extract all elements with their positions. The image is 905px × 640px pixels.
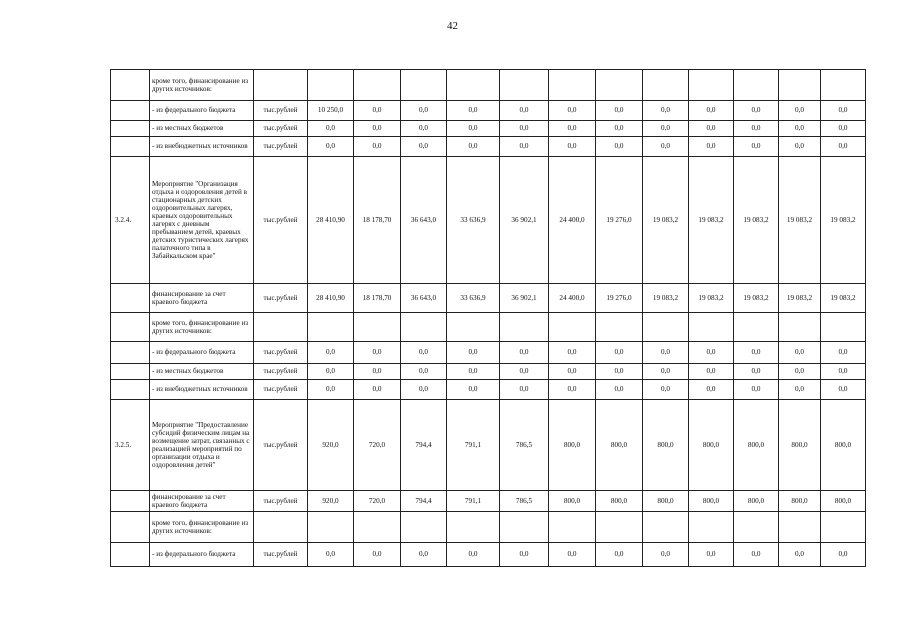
value-cell <box>779 70 821 101</box>
value-cell: 36 902,1 <box>500 284 549 313</box>
value-cell: 0,0 <box>779 364 821 380</box>
value-cell: 0,0 <box>821 380 866 400</box>
value-cell: 0,0 <box>734 342 779 364</box>
value-cell: 0,0 <box>549 342 596 364</box>
item-number-cell <box>111 342 150 364</box>
value-cell: 0,0 <box>734 101 779 121</box>
item-number-cell <box>111 121 150 137</box>
value-cell: 36 643,0 <box>401 157 447 284</box>
value-cell: 0,0 <box>549 137 596 157</box>
table-row <box>111 157 866 284</box>
table-row <box>111 284 866 313</box>
value-cell <box>308 512 354 543</box>
value-cell: 0,0 <box>401 364 447 380</box>
value-cell <box>643 512 689 543</box>
value-cell: 0,0 <box>821 342 866 364</box>
value-cell: 0,0 <box>308 364 354 380</box>
table-row <box>111 380 866 400</box>
value-cell <box>500 313 549 342</box>
value-cell: 0,0 <box>689 364 734 380</box>
value-cell: 0,0 <box>779 543 821 567</box>
value-cell: 0,0 <box>689 342 734 364</box>
value-cell: 0,0 <box>596 101 643 121</box>
value-cell: 786,5 <box>500 491 549 512</box>
item-name-cell: - из внебюджетных источников <box>150 380 254 400</box>
value-cell: 0,0 <box>354 543 401 567</box>
value-cell: 0,0 <box>596 543 643 567</box>
value-cell: 800,0 <box>643 400 689 491</box>
value-cell: 0,0 <box>500 380 549 400</box>
value-cell: 19 083,2 <box>779 284 821 313</box>
value-cell: 720,0 <box>354 491 401 512</box>
value-cell <box>354 512 401 543</box>
value-cell: 800,0 <box>779 491 821 512</box>
value-cell: 24 400,0 <box>549 284 596 313</box>
value-cell: 800,0 <box>596 400 643 491</box>
item-number-cell: 3.2.4. <box>111 157 150 284</box>
value-cell <box>779 313 821 342</box>
value-cell: 0,0 <box>734 543 779 567</box>
value-cell: 36 902,1 <box>500 157 549 284</box>
unit-cell <box>254 70 308 101</box>
page-number: 42 <box>447 20 458 32</box>
value-cell: 0,0 <box>500 342 549 364</box>
value-cell: 0,0 <box>500 101 549 121</box>
value-cell <box>821 70 866 101</box>
value-cell: 28 410,90 <box>308 157 354 284</box>
value-cell: 0,0 <box>447 342 500 364</box>
unit-cell: тыс.рублей <box>254 400 308 491</box>
value-cell: 0,0 <box>779 342 821 364</box>
unit-cell: тыс.рублей <box>254 101 308 121</box>
item-number-cell <box>111 364 150 380</box>
value-cell <box>447 70 500 101</box>
value-cell: 19 083,2 <box>734 284 779 313</box>
value-cell <box>734 512 779 543</box>
unit-cell: тыс.рублей <box>254 364 308 380</box>
value-cell: 0,0 <box>734 364 779 380</box>
item-name-cell: - из федерального бюджета <box>150 342 254 364</box>
unit-cell: тыс.рублей <box>254 491 308 512</box>
table-row <box>111 400 866 491</box>
value-cell <box>734 70 779 101</box>
value-cell: 0,0 <box>447 364 500 380</box>
value-cell <box>689 313 734 342</box>
unit-cell: тыс.рублей <box>254 284 308 313</box>
value-cell: 0,0 <box>447 380 500 400</box>
value-cell <box>354 313 401 342</box>
table-row <box>111 313 866 342</box>
table-row <box>111 512 866 543</box>
value-cell <box>549 512 596 543</box>
unit-cell <box>254 313 308 342</box>
value-cell: 0,0 <box>549 121 596 137</box>
unit-cell: тыс.рублей <box>254 157 308 284</box>
table-row <box>111 543 866 567</box>
table-row <box>111 364 866 380</box>
value-cell: 0,0 <box>308 342 354 364</box>
value-cell: 0,0 <box>596 380 643 400</box>
value-cell: 0,0 <box>596 342 643 364</box>
value-cell: 794,4 <box>401 491 447 512</box>
value-cell <box>447 313 500 342</box>
value-cell: 0,0 <box>643 137 689 157</box>
item-name-cell: финансирование за счет краевого бюджета <box>150 284 254 313</box>
value-cell: 0,0 <box>689 380 734 400</box>
value-cell: 791,1 <box>447 400 500 491</box>
value-cell: 19 083,2 <box>643 157 689 284</box>
value-cell: 0,0 <box>821 121 866 137</box>
value-cell: 0,0 <box>596 121 643 137</box>
value-cell: 19 083,2 <box>821 284 866 313</box>
value-cell: 786,5 <box>500 400 549 491</box>
value-cell: 0,0 <box>596 137 643 157</box>
unit-cell: тыс.рублей <box>254 380 308 400</box>
value-cell: 800,0 <box>689 491 734 512</box>
value-cell: 0,0 <box>401 543 447 567</box>
item-number-cell <box>111 101 150 121</box>
table-row <box>111 121 866 137</box>
item-number-cell <box>111 313 150 342</box>
value-cell: 800,0 <box>549 400 596 491</box>
item-number-cell <box>111 512 150 543</box>
value-cell <box>401 512 447 543</box>
table-row <box>111 137 866 157</box>
item-number-cell <box>111 543 150 567</box>
value-cell: 0,0 <box>689 137 734 157</box>
value-cell <box>821 512 866 543</box>
item-number-cell <box>111 70 150 101</box>
value-cell: 0,0 <box>643 364 689 380</box>
value-cell: 0,0 <box>689 543 734 567</box>
value-cell: 0,0 <box>779 137 821 157</box>
item-number-cell <box>111 380 150 400</box>
value-cell: 19 083,2 <box>643 284 689 313</box>
value-cell <box>596 512 643 543</box>
value-cell <box>643 313 689 342</box>
item-name-cell: кроме того, финансирование из других источников: <box>150 313 254 342</box>
value-cell <box>401 313 447 342</box>
value-cell: 19 083,2 <box>821 157 866 284</box>
value-cell: 10 250,0 <box>308 101 354 121</box>
value-cell: 0,0 <box>308 543 354 567</box>
item-name-cell: Мероприятие "Организация отдыха и оздоровления детей в стационарных детских оздоровительных лагерях, краевых оздоровительных лагерях с дневным пребыванием детей, краевых детских туристических лагерях палаточного типа в Забайкальском крае" <box>150 157 254 284</box>
value-cell: 800,0 <box>549 491 596 512</box>
table-row <box>111 101 866 121</box>
unit-cell: тыс.рублей <box>254 121 308 137</box>
item-name-cell: кроме того, финансирование из других источников: <box>150 512 254 543</box>
value-cell: 920,0 <box>308 491 354 512</box>
item-number-cell <box>111 491 150 512</box>
value-cell: 0,0 <box>689 101 734 121</box>
value-cell: 18 178,70 <box>354 284 401 313</box>
value-cell: 19 276,0 <box>596 284 643 313</box>
value-cell <box>779 512 821 543</box>
value-cell: 19 083,2 <box>689 157 734 284</box>
value-cell <box>549 70 596 101</box>
value-cell: 19 083,2 <box>734 157 779 284</box>
item-name-cell: кроме того, финансирование из других источников: <box>150 70 254 101</box>
value-cell: 36 643,0 <box>401 284 447 313</box>
unit-cell: тыс.рублей <box>254 543 308 567</box>
value-cell <box>354 70 401 101</box>
value-cell: 0,0 <box>821 101 866 121</box>
value-cell: 0,0 <box>643 101 689 121</box>
value-cell: 720,0 <box>354 400 401 491</box>
item-name-cell: Мероприятие "Предоставление субсидий физическим лицам на возмещение затрат, связанных с реализацией мероприятий по организации отдыха и оздоровления детей" <box>150 400 254 491</box>
value-cell: 0,0 <box>734 137 779 157</box>
value-cell: 18 178,70 <box>354 157 401 284</box>
value-cell: 33 636,9 <box>447 284 500 313</box>
value-cell: 0,0 <box>821 543 866 567</box>
value-cell: 19 276,0 <box>596 157 643 284</box>
value-cell: 0,0 <box>447 121 500 137</box>
value-cell: 0,0 <box>354 137 401 157</box>
value-cell: 0,0 <box>401 101 447 121</box>
value-cell <box>596 70 643 101</box>
item-name-cell: - из федерального бюджета <box>150 101 254 121</box>
value-cell: 0,0 <box>447 101 500 121</box>
value-cell: 791,1 <box>447 491 500 512</box>
value-cell: 0,0 <box>447 543 500 567</box>
value-cell: 0,0 <box>500 364 549 380</box>
value-cell: 0,0 <box>401 380 447 400</box>
item-name-cell: - из местных бюджетов <box>150 121 254 137</box>
value-cell: 800,0 <box>821 400 866 491</box>
value-cell: 0,0 <box>643 380 689 400</box>
unit-cell <box>254 512 308 543</box>
value-cell <box>821 313 866 342</box>
value-cell: 0,0 <box>549 364 596 380</box>
value-cell: 794,4 <box>401 400 447 491</box>
value-cell: 800,0 <box>734 400 779 491</box>
value-cell: 800,0 <box>689 400 734 491</box>
unit-cell: тыс.рублей <box>254 342 308 364</box>
unit-cell: тыс.рублей <box>254 137 308 157</box>
value-cell: 0,0 <box>401 137 447 157</box>
value-cell: 0,0 <box>354 380 401 400</box>
value-cell: 800,0 <box>596 491 643 512</box>
value-cell: 0,0 <box>643 121 689 137</box>
item-number-cell <box>111 284 150 313</box>
value-cell: 0,0 <box>549 380 596 400</box>
value-cell <box>734 313 779 342</box>
value-cell: 0,0 <box>779 101 821 121</box>
value-cell: 0,0 <box>354 342 401 364</box>
value-cell: 0,0 <box>821 137 866 157</box>
value-cell <box>500 512 549 543</box>
value-cell <box>549 313 596 342</box>
value-cell: 800,0 <box>734 491 779 512</box>
value-cell: 0,0 <box>689 121 734 137</box>
value-cell: 28 410,90 <box>308 284 354 313</box>
item-name-cell: - из местных бюджетов <box>150 364 254 380</box>
value-cell: 800,0 <box>821 491 866 512</box>
value-cell: 33 636,9 <box>447 157 500 284</box>
value-cell <box>308 313 354 342</box>
budget-table <box>110 69 866 567</box>
value-cell: 0,0 <box>643 543 689 567</box>
value-cell <box>643 70 689 101</box>
value-cell: 0,0 <box>354 101 401 121</box>
value-cell: 0,0 <box>500 543 549 567</box>
value-cell: 19 083,2 <box>779 157 821 284</box>
item-name-cell: - из федерального бюджета <box>150 543 254 567</box>
value-cell: 0,0 <box>500 121 549 137</box>
value-cell: 0,0 <box>308 121 354 137</box>
item-name-cell: - из внебюджетных источников <box>150 137 254 157</box>
value-cell: 0,0 <box>549 101 596 121</box>
value-cell: 0,0 <box>821 364 866 380</box>
value-cell: 0,0 <box>734 121 779 137</box>
value-cell: 0,0 <box>779 121 821 137</box>
value-cell: 0,0 <box>447 137 500 157</box>
value-cell: 0,0 <box>354 121 401 137</box>
value-cell: 0,0 <box>549 543 596 567</box>
table-row <box>111 70 866 101</box>
table-row <box>111 342 866 364</box>
value-cell: 0,0 <box>734 380 779 400</box>
value-cell <box>689 70 734 101</box>
value-cell <box>308 70 354 101</box>
item-number-cell <box>111 137 150 157</box>
item-name-cell: финансирование за счет краевого бюджета <box>150 491 254 512</box>
table-row <box>111 491 866 512</box>
value-cell <box>500 70 549 101</box>
value-cell: 0,0 <box>308 137 354 157</box>
value-cell <box>447 512 500 543</box>
value-cell: 0,0 <box>401 121 447 137</box>
value-cell <box>401 70 447 101</box>
value-cell: 19 083,2 <box>689 284 734 313</box>
value-cell: 0,0 <box>308 380 354 400</box>
value-cell <box>596 313 643 342</box>
value-cell: 0,0 <box>643 342 689 364</box>
value-cell <box>689 512 734 543</box>
value-cell: 920,0 <box>308 400 354 491</box>
value-cell: 0,0 <box>596 364 643 380</box>
value-cell: 0,0 <box>401 342 447 364</box>
value-cell: 800,0 <box>643 491 689 512</box>
item-number-cell: 3.2.5. <box>111 400 150 491</box>
value-cell: 0,0 <box>779 380 821 400</box>
value-cell: 800,0 <box>779 400 821 491</box>
value-cell: 24 400,0 <box>549 157 596 284</box>
value-cell: 0,0 <box>500 137 549 157</box>
value-cell: 0,0 <box>354 364 401 380</box>
